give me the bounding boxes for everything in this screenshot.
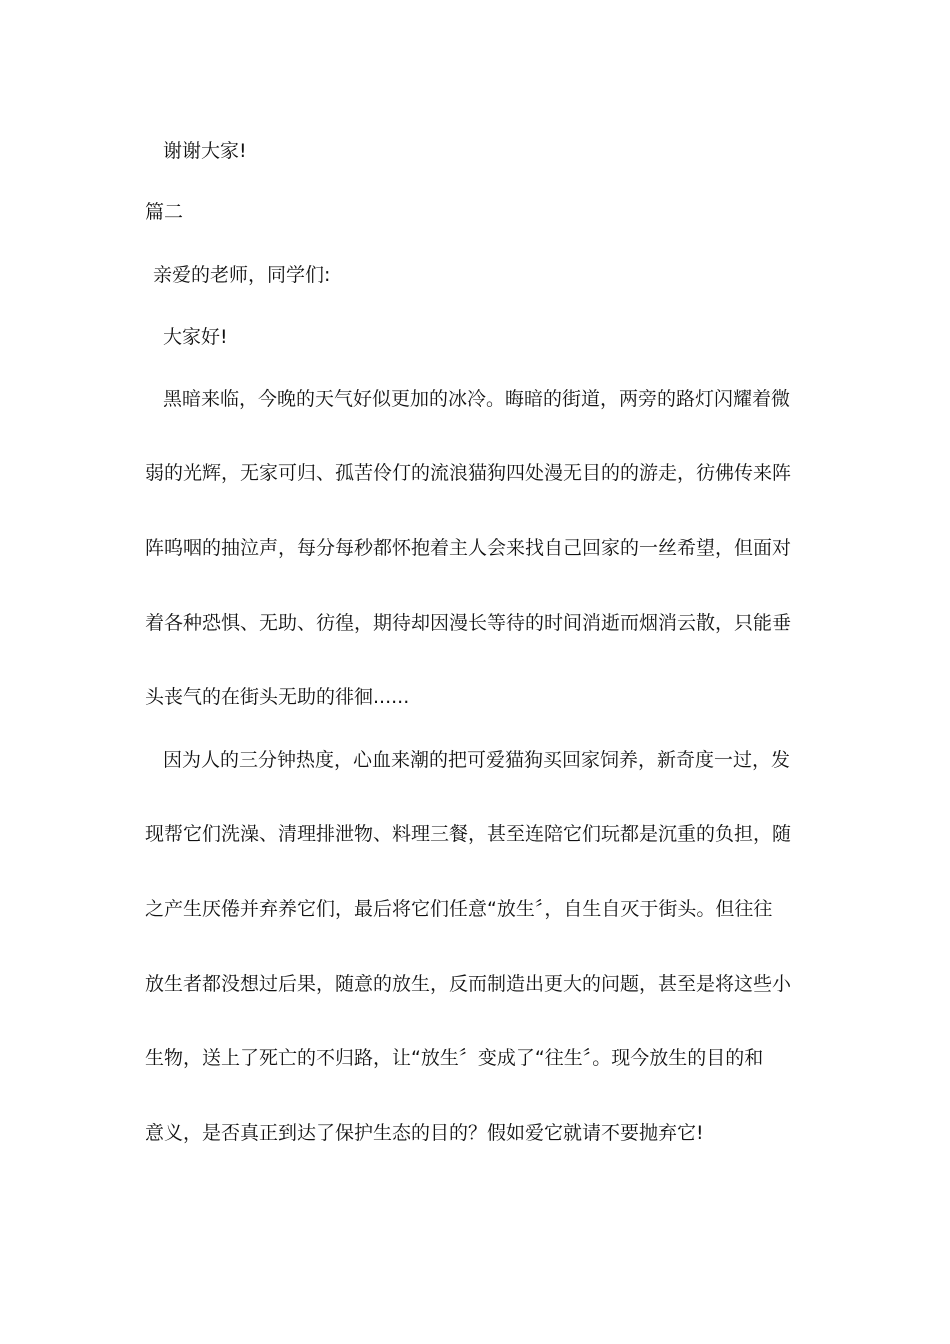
paragraph-line: 阵呜咽的抽泣声，每分每秒都怀抱着主人会来找自己回家的一丝希望，但面对 (145, 537, 792, 559)
greeting-line: 大家好! (163, 326, 228, 348)
paragraph-line: 之产生厌倦并弃养它们，最后将它们任意“放生〞，自生自灭于街头。但往往 (145, 898, 773, 920)
paragraph-line: 头丧气的在街头无助的徘徊...... (145, 686, 410, 708)
paragraph-line: 放生者都没想过后果，随意的放生，反而制造出更大的问题，甚至是将这些小 (145, 973, 792, 995)
closing-line: 谢谢大家! (163, 140, 247, 162)
salutation-line: 亲爱的老师，同学们: (153, 264, 331, 286)
paragraph-line: 弱的光辉，无家可归、孤苦伶仃的流浪猫狗四处漫无目的的游走，彷佛传来阵 (145, 462, 792, 484)
paragraph-line: 生物，送上了死亡的不归路，让“放生〞变成了“往生〞。现今放生的目的和 (145, 1047, 764, 1069)
paragraph-line: 着各种恐惧、无助、彷徨，期待却因漫长等待的时间消逝而烟消云散，只能垂 (145, 612, 792, 634)
paragraph-line: 因为人的三分钟热度，心血来潮的把可爱猫狗买回家饲养，新奇度一过，发 (163, 749, 791, 771)
paragraph-line: 黑暗来临，今晚的天气好似更加的冰冷。晦暗的街道，两旁的路灯闪耀着微 (163, 388, 791, 410)
paragraph-line: 意义，是否真正到达了保护生态的目的？假如爱它就请不要抛弃它! (145, 1122, 704, 1144)
paragraph-line: 现帮它们洗澡、清理排泄物、料理三餐，甚至连陪它们玩都是沉重的负担，随 (145, 823, 792, 845)
section-title: 篇二 (145, 201, 184, 223)
